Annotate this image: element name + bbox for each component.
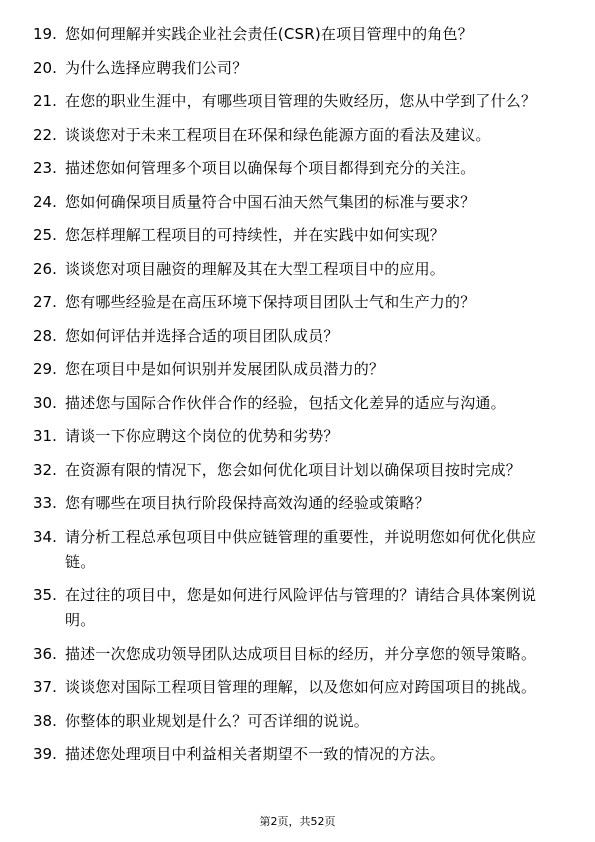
page-number-label: 第2页，共52页 xyxy=(259,815,336,828)
question-item xyxy=(33,56,561,81)
question-text: 请分析工程总承包项目中供应链管理的重要性，并说明您如何优化供应链。 xyxy=(65,527,537,571)
question-number: 28. xyxy=(33,326,57,345)
question-item xyxy=(33,223,561,248)
question-text: 你整体的职业规划是什么？可否详细的说说。 xyxy=(65,711,370,730)
question-text: 描述您如何管理多个项目以确保每个项目都得到充分的关注。 xyxy=(65,159,476,177)
question-item xyxy=(33,156,561,181)
question-text: 您有哪些经验是在高压环境下保持项目团队士气和生产力的？ xyxy=(65,293,476,311)
question-number: 30. xyxy=(33,393,57,412)
question-number: 26. xyxy=(33,259,57,278)
question-item xyxy=(33,675,561,700)
question-item xyxy=(33,22,561,47)
question-item xyxy=(33,525,561,575)
question-item xyxy=(33,491,561,516)
question-list xyxy=(33,22,561,776)
question-text: 请谈一下你应聘这个岗位的优势和劣势？ xyxy=(65,427,339,445)
question-text: 您在项目中是如何识别并发展团队成员潜力的？ xyxy=(65,360,385,378)
question-number: 29. xyxy=(33,360,57,378)
question-number: 25. xyxy=(33,226,57,244)
question-number: 21. xyxy=(33,92,57,110)
question-number: 37. xyxy=(33,678,57,696)
question-number: 35. xyxy=(33,586,57,604)
question-text: 您如何评估并选择合适的项目团队成员？ xyxy=(65,326,339,345)
question-number: 34. xyxy=(33,527,57,546)
question-item xyxy=(33,583,561,633)
question-item xyxy=(33,257,561,282)
question-text: 谈谈您对于未来工程项目在环保和绿色能源方面的看法及建议。 xyxy=(65,125,491,144)
question-number: 20. xyxy=(33,58,57,77)
question-item xyxy=(33,123,561,148)
question-text: 在资源有限的情况下，您会如何优化项目计划以确保项目按时完成？ xyxy=(65,460,522,479)
question-text: 谈谈您对项目融资的理解及其在大型工程项目中的应用。 xyxy=(65,259,446,278)
question-number: 36. xyxy=(33,644,57,663)
question-number: 39. xyxy=(33,745,57,763)
question-item xyxy=(33,391,561,416)
question-text: 在您的职业生涯中，有哪些项目管理的失败经历，您从中学到了什么？ xyxy=(65,92,537,110)
question-text: 为什么选择应聘我们公司？ xyxy=(65,58,248,77)
question-text: 您如何理解并实践企业社会责任(CSR)在项目管理中的角色？ xyxy=(65,25,473,43)
question-item xyxy=(33,89,561,114)
page-footer xyxy=(0,815,595,829)
question-text: 您怎样理解工程项目的可持续性，并在实践中如何实现？ xyxy=(65,226,446,244)
question-item xyxy=(33,642,561,667)
question-item xyxy=(33,324,561,349)
question-text: 在过往的项目中，您是如何进行风险评估与管理的？请结合具体案例说明。 xyxy=(65,586,537,629)
question-number: 24. xyxy=(33,192,57,211)
question-text: 描述您与国际合作伙伴合作的经验，包括文化差异的适应与沟通。 xyxy=(65,393,506,412)
question-number: 22. xyxy=(33,125,57,144)
question-item xyxy=(33,190,561,215)
question-number: 19. xyxy=(33,25,57,43)
question-text: 描述您处理项目中利益相关者期望不一致的情况的方法。 xyxy=(65,745,446,763)
question-text: 您如何确保项目质量符合中国石油天然气集团的标准与要求？ xyxy=(65,192,476,211)
question-number: 31. xyxy=(33,427,57,445)
question-item xyxy=(33,742,561,767)
question-number: 27. xyxy=(33,293,57,311)
question-text: 描述一次您成功领导团队达成项目目标的经历，并分享您的领导策略。 xyxy=(65,644,537,663)
question-item xyxy=(33,458,561,483)
question-text: 您有哪些在项目执行阶段保持高效沟通的经验或策略？ xyxy=(65,494,430,512)
question-item xyxy=(33,290,561,315)
question-number: 33. xyxy=(33,494,57,512)
question-text: 谈谈您对国际工程项目管理的理解，以及您如何应对跨国项目的挑战。 xyxy=(65,678,537,696)
question-item xyxy=(33,424,561,449)
question-number: 38. xyxy=(33,711,57,730)
question-item xyxy=(33,709,561,734)
question-number: 23. xyxy=(33,159,57,177)
question-number: 32. xyxy=(33,460,57,479)
question-item xyxy=(33,357,561,382)
